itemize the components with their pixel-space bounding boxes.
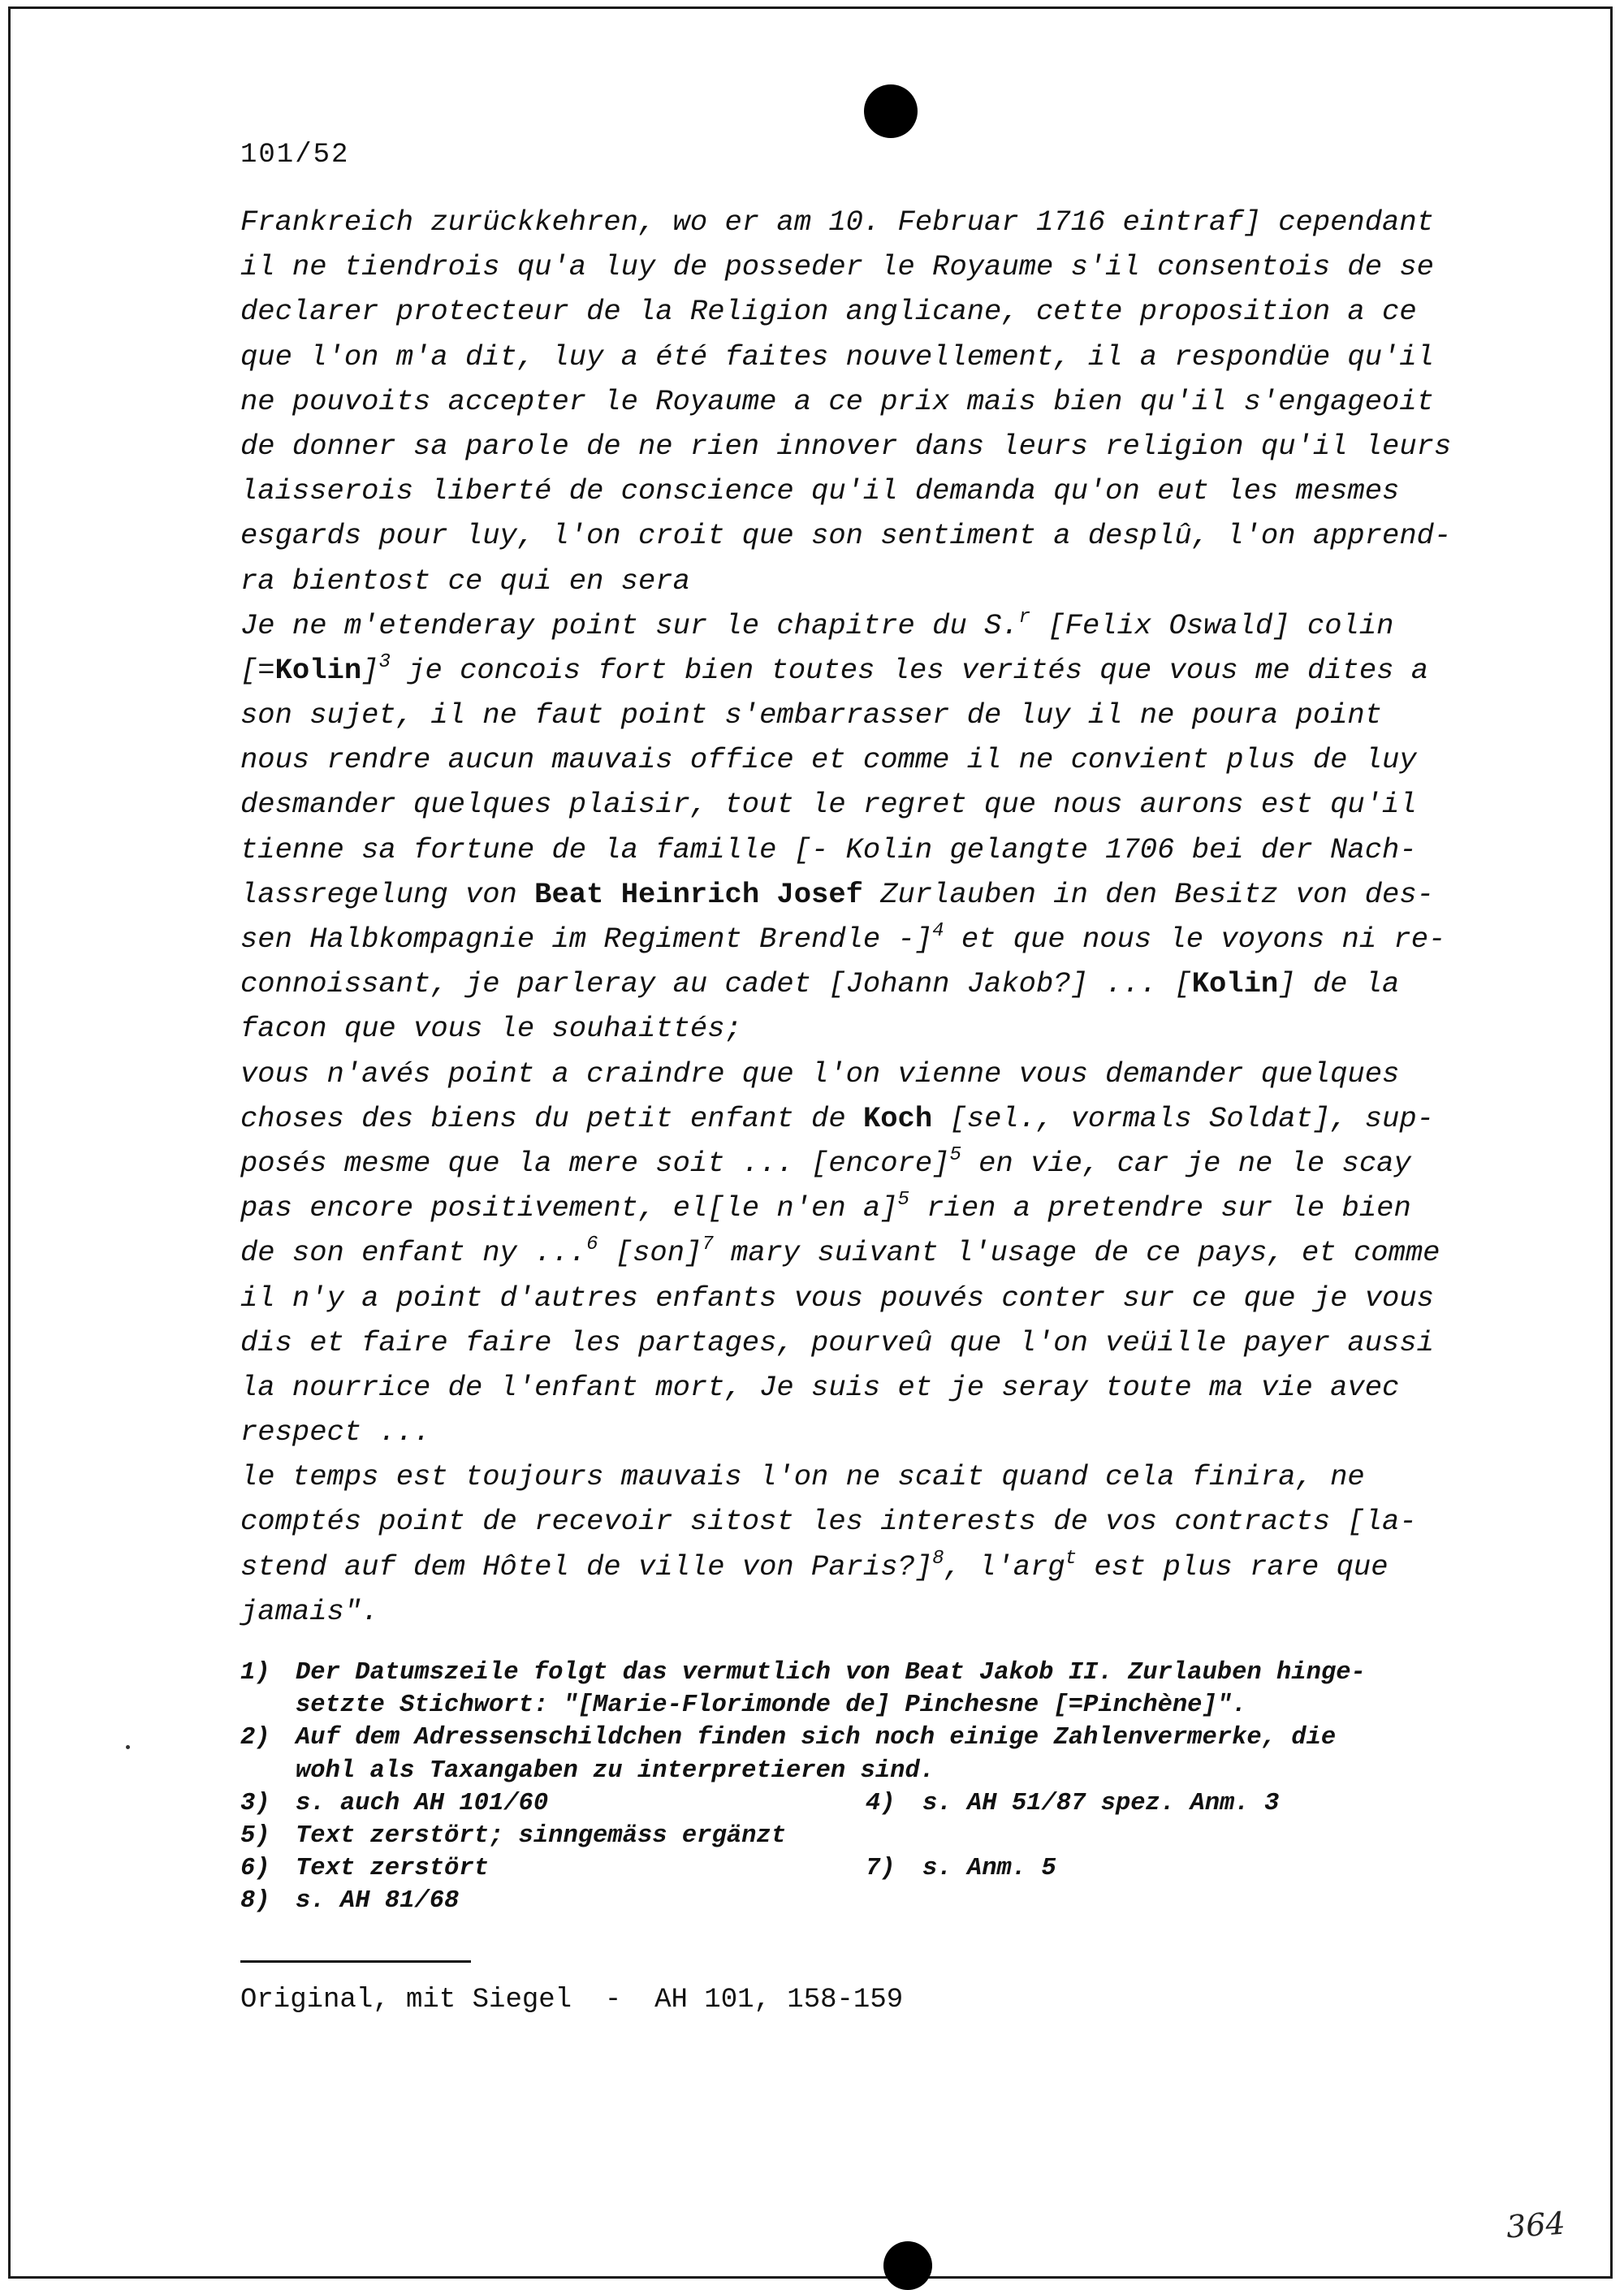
superscript: t: [1065, 1547, 1078, 1570]
letter-line: tienne sa fortune de la famille [- Kolin gelangte 1706 bei der Nach-: [240, 832, 1417, 866]
footnote-text: s. AH 81/68: [296, 1887, 460, 1916]
punch-hole-top: [864, 84, 918, 138]
letter-line: la nourrice de l'enfant mort, Je suis et je seray toute ma vie avec: [240, 1370, 1400, 1404]
footnote-text: s. Anm. 5: [922, 1855, 1056, 1883]
letter-line: desmander quelques plaisir, tout le regret que nous aurons est qu'il: [240, 788, 1417, 822]
footnote-1: [240, 1657, 1475, 1689]
letter-line: ra bientost ce qui en sera: [240, 564, 690, 598]
footnote-number: 3): [240, 1789, 270, 1817]
footnote-2-cont: [240, 1755, 1475, 1787]
footnote-text: s. auch AH 101/60: [296, 1789, 549, 1817]
footnote-ref: 5: [949, 1143, 961, 1166]
letter-line: [240, 961, 1475, 1006]
text-run: rien a pretendre sur le bien: [909, 1191, 1411, 1225]
letter-line: laisserois liberté de conscience qu'il demanda qu'on eut les mesmes: [240, 474, 1400, 508]
text-run: [sel., vormals Soldat], sup-: [932, 1101, 1434, 1135]
letter-line: respect ...: [240, 1415, 431, 1450]
page-number: 101/52: [240, 140, 350, 171]
bold-name: Kolin: [274, 653, 362, 687]
footnote-ref: 5: [897, 1189, 909, 1212]
punch-hole-bottom: [883, 2241, 932, 2290]
text-run: Zurlauben in den Besitz von des-: [862, 877, 1434, 911]
footnote-text: s. AH 51/87 spez. Anm. 3: [922, 1789, 1280, 1817]
superscript: r: [1018, 606, 1031, 629]
text-run: [son]: [598, 1236, 702, 1270]
separator-rule: [240, 1960, 471, 1963]
footnote-ref: 3: [378, 650, 391, 673]
footnote-8: [240, 1885, 1475, 1917]
text-run: [=: [240, 653, 275, 687]
footnote-number: 1): [240, 1659, 270, 1687]
footnote-ref: 4: [932, 920, 944, 942]
footnote-1-cont: [240, 1689, 1475, 1722]
footnotes: [240, 1657, 1475, 1918]
text-run: lassregelung von: [240, 877, 535, 911]
letter-line: [240, 1141, 1475, 1186]
text-run: mary suivant l'usage de ce pays, et comme: [713, 1236, 1440, 1270]
footnote-number: 5): [240, 1821, 270, 1850]
bold-name: Beat Heinrich Josef: [534, 877, 863, 911]
text-run: connoissant, je parleray au cadet [Johann Jakob?] ... [: [240, 967, 1192, 1001]
stray-mark: [126, 1745, 130, 1749]
footnote-number: 6): [240, 1855, 270, 1883]
letter-line: declarer protecteur de la Religion anglicane, cette proposition a ce: [240, 295, 1417, 329]
letter-line: Frankreich zurückkehren, wo er am 10. Februar 1716 eintraf] cependant: [240, 205, 1434, 239]
letter-line: jamais".: [240, 1594, 379, 1628]
handwritten-archive-number: 364: [1505, 2205, 1566, 2245]
letter-line: [240, 1545, 1475, 1589]
text-run: ] de la: [1278, 967, 1400, 1001]
letter-line: de donner sa parole de ne rien innover dans leurs religion qu'il leurs: [240, 429, 1452, 463]
letter-body: [240, 200, 1475, 1634]
footnote-text: setzte Stichwort: "[Marie-Florimonde de] Pinchesne [=Pinchène]".: [296, 1692, 1247, 1720]
letter-line: comptés point de recevoir sitost les interests de vos contracts [la-: [240, 1505, 1417, 1539]
footnote-text: Text zerstört: [296, 1855, 489, 1883]
text-run: pas encore positivement, el[le n'en a]: [240, 1191, 898, 1225]
text-run: Je ne m'etenderay point sur le chapitre du S.: [240, 608, 1019, 642]
letter-line: [240, 872, 1475, 917]
text-run: , l'arg: [944, 1549, 1065, 1584]
footnote-2: [240, 1722, 1475, 1754]
footnote-ref: 8: [932, 1547, 944, 1570]
text-run: stend auf dem Hôtel de ville von Paris?]: [240, 1549, 933, 1584]
text-run: en vie, car je ne le scay: [961, 1146, 1411, 1180]
text-run: et que nous le voyons ni re-: [944, 922, 1446, 956]
footnote-text: wohl als Taxangaben zu interpretieren sind.: [296, 1756, 935, 1785]
footnote-3-4: [240, 1787, 1475, 1820]
footnote-number: 2): [240, 1724, 270, 1752]
footnote-ref: 7: [702, 1234, 714, 1256]
text-run: sen Halbkompagnie im Regiment Brendle -]: [240, 922, 933, 956]
footnote-number: 7): [866, 1855, 896, 1883]
letter-line: facon que vous le souhaittés;: [240, 1012, 742, 1046]
letter-line: son sujet, il ne faut point s'embarrasser de luy il ne poura point: [240, 698, 1383, 732]
letter-line: [240, 917, 1475, 961]
text-run: posés mesme que la mere soit ... [encore]: [240, 1146, 950, 1180]
letter-line: ne pouvoits accepter le Royaume a ce prix mais bien qu'il s'engageoit: [240, 384, 1434, 418]
footnote-number: 4): [866, 1789, 896, 1817]
bold-name: Koch: [862, 1101, 933, 1135]
footnote-5: [240, 1820, 1475, 1852]
footnote-text: Text zerstört; sinngemäss ergänzt: [296, 1821, 786, 1850]
source-reference: Original, mit Siegel - AH 101, 158-159: [240, 1985, 904, 2016]
footnote-ref: 6: [586, 1234, 598, 1256]
text-run: de son enfant ny ...: [240, 1236, 587, 1270]
letter-line: [240, 1186, 1475, 1230]
footnote-number: 8): [240, 1887, 270, 1916]
letter-line: nous rendre aucun mauvais office et comme il ne convient plus de luy: [240, 743, 1417, 777]
footnote-text: Der Datumszeile folgt das vermutlich von Beat Jakob II. Zurlauben hinge-: [296, 1659, 1366, 1687]
text-run: est plus rare que: [1077, 1549, 1389, 1584]
text-run: ]: [361, 653, 379, 687]
footnote-6-7: [240, 1852, 1475, 1885]
letter-line: [240, 1230, 1475, 1275]
text-run: je concois fort bien toutes les verités que vous me dites a: [390, 653, 1429, 687]
letter-line: le temps est toujours mauvais l'on ne scait quand cela finira, ne: [240, 1460, 1365, 1494]
letter-line: [240, 648, 1475, 693]
text-run: [Felix Oswald] colin: [1030, 608, 1394, 642]
letter-line: esgards pour luy, l'on croit que son sentiment a desplû, l'on apprend-: [240, 519, 1452, 553]
letter-line: vous n'avés point a craindre que l'on vienne vous demander quelques: [240, 1056, 1400, 1091]
letter-line: [240, 603, 1475, 648]
letter-line: il n'y a point d'autres enfants vous pouvés conter sur ce que je vous: [240, 1281, 1434, 1315]
text-run: choses des biens du petit enfant de: [240, 1101, 863, 1135]
letter-line: [240, 1096, 1475, 1141]
letter-line: dis et faire faire les partages, pourveû que l'on veüille payer aussi: [240, 1325, 1434, 1359]
letter-line: il ne tiendrois qu'a luy de posseder le Royaume s'il consentois de se: [240, 250, 1434, 284]
bold-name: Kolin: [1191, 967, 1279, 1001]
letter-line: que l'on m'a dit, luy a été faites nouvellement, il a respondüe qu'il: [240, 339, 1434, 374]
footnote-text: Auf dem Adressenschildchen finden sich noch einige Zahlenvermerke, die: [296, 1724, 1337, 1752]
